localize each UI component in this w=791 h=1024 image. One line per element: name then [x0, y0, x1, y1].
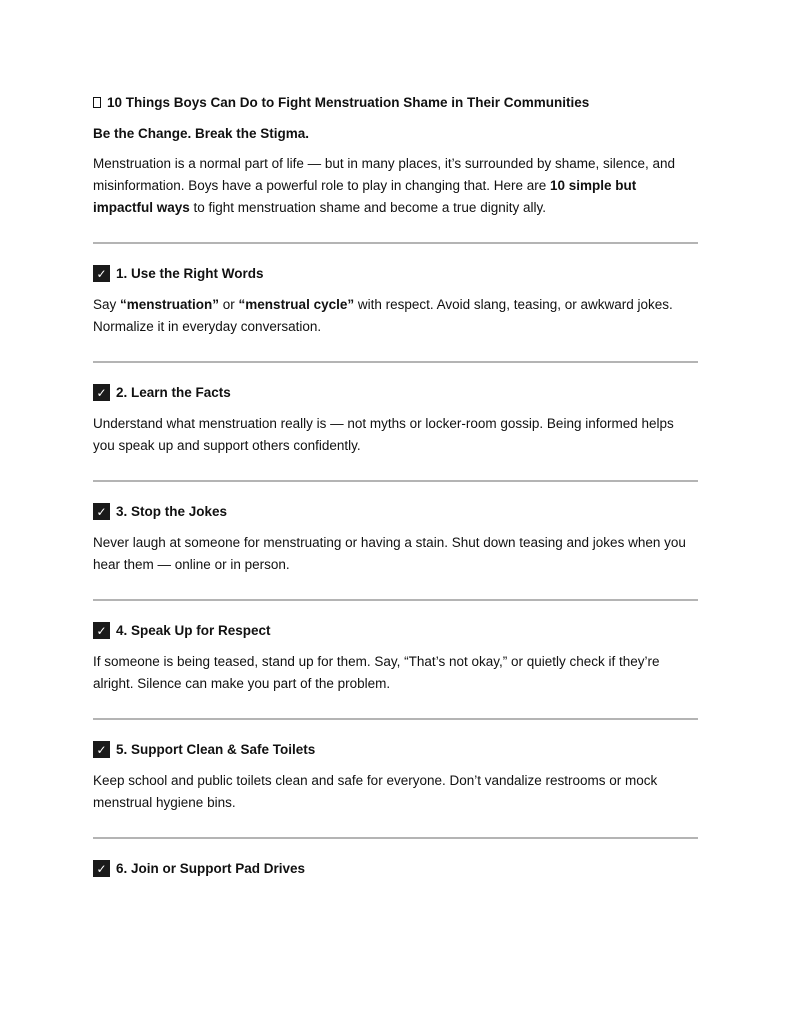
section-body-text: Say	[93, 297, 121, 312]
section-heading-text: 4. Speak Up for Respect	[116, 623, 271, 638]
section-heading-2	[93, 384, 698, 401]
section-bold-term: “menstruation”	[120, 297, 220, 312]
section-body-2: Understand what menstruation really is — not myths or locker-room gossip. Being informed helps you speak up and support others confidently.	[93, 416, 674, 453]
document-subtitle: Be the Change. Break the Stigma.	[93, 126, 310, 141]
check-mark-icon: ✓	[93, 860, 110, 877]
check-mark-icon: ✓	[93, 384, 110, 401]
missing-glyph-icon	[93, 97, 101, 108]
section-heading-3	[93, 503, 698, 520]
section-heading-4	[93, 622, 698, 639]
section-divider	[93, 361, 698, 363]
section-heading-6	[93, 860, 698, 877]
section-body-text: or	[219, 297, 239, 312]
section-heading-5	[93, 741, 698, 758]
section-heading-text: 5. Support Clean & Safe Toilets	[116, 742, 316, 757]
section-divider	[93, 837, 698, 839]
intro-text-1: Menstruation is a normal part of life — but in many places, it’s surrounded by shame, silence, and misinformation. Boys have a powerful role to play in changing that. Here are	[93, 156, 676, 193]
intro-bold-text: 10 simple but impactful ways	[93, 178, 637, 215]
document-title	[93, 95, 698, 110]
check-mark-icon: ✓	[93, 503, 110, 520]
section-divider	[93, 480, 698, 482]
section-heading-text: 6. Join or Support Pad Drives	[116, 861, 306, 876]
section-body-4: If someone is being teased, stand up for them. Say, “That’s not okay,” or quietly check if they’re alright. Silence can make you part of the problem.	[93, 654, 660, 691]
section-heading-text: 3. Stop the Jokes	[116, 504, 228, 519]
section-body-3: Never laugh at someone for menstruating or having a stain. Shut down teasing and jokes when you hear them — online or in person.	[93, 535, 686, 572]
intro-text-2: to fight menstruation shame and become a true dignity ally.	[189, 200, 546, 215]
check-mark-icon: ✓	[93, 622, 110, 639]
document-title-text: 10 Things Boys Can Do to Fight Menstruation Shame in Their Communities	[107, 95, 590, 110]
section-body-1	[93, 294, 698, 338]
section-heading-text: 2. Learn the Facts	[116, 385, 231, 400]
section-body-5: Keep school and public toilets clean and safe for everyone. Don’t vandalize restrooms or mock menstrual hygiene bins.	[93, 773, 658, 810]
section-body-text: with respect. Avoid slang, teasing, or awkward jokes. Normalize it in everyday conversation.	[93, 297, 673, 334]
document-content	[93, 95, 698, 889]
check-mark-icon: ✓	[93, 741, 110, 758]
section-divider	[93, 718, 698, 720]
section-heading-1	[93, 265, 698, 282]
section-divider	[93, 242, 698, 244]
intro-paragraph	[93, 153, 698, 219]
section-heading-text: 1. Use the Right Words	[116, 266, 264, 281]
section-divider	[93, 599, 698, 601]
check-mark-icon: ✓	[93, 265, 110, 282]
section-bold-term: “menstrual cycle”	[238, 297, 355, 312]
